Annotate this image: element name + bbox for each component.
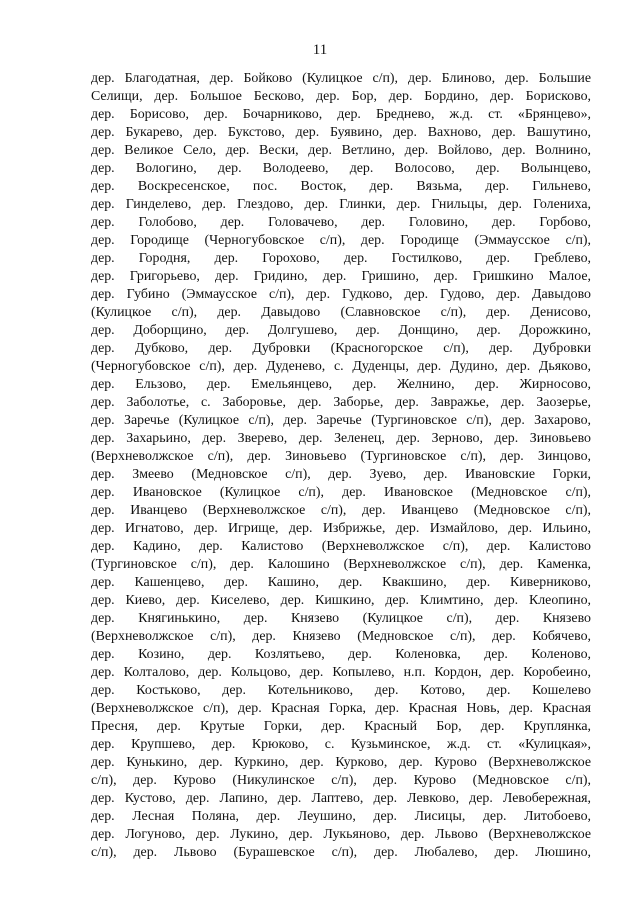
- text-line: Селищи, дер. Большое Бесково, дер. Бор, дер. Бордино, дер. Борисково,: [91, 89, 591, 104]
- text-line: дер. Городня, дер. Горохово, дер. Гостилково, дер. Греблево,: [91, 251, 591, 266]
- text-line: дер. Григорьево, дер. Гридино, дер. Гришино, дер. Гришкино Малое,: [91, 269, 591, 284]
- text-line: дер. Заболотье, с. Заборовье, дер. Заборье, дер. Завражье, дер. Заозерье,: [91, 395, 591, 410]
- text-line: дер. Ельзово, дер. Емельянцево, дер. Желнино, дер. Жирносово,: [91, 377, 591, 392]
- text-line: дер. Игнатово, дер. Игрище, дер. Избрижье, дер. Измайлово, дер. Ильино,: [91, 521, 591, 536]
- page-number: 11: [312, 42, 328, 58]
- text-line: дер. Иванцево (Верхневолжское с/п), дер. Иванцево (Медновское с/п),: [91, 503, 591, 518]
- text-line: дер. Кадино, дер. Калистово (Верхневолжское с/п), дер. Калистово: [91, 539, 591, 554]
- text-line: дер. Киево, дер. Киселево, дер. Кишкино, дер. Климтино, дер. Клеопино,: [91, 593, 591, 608]
- text-line: дер. Борисово, дер. Бочарниково, дер. Бреднево, ж.д. ст. «Брянцево»,: [91, 107, 591, 122]
- text-line: с/п), дер. Львово (Бурашевское с/п), дер. Любалево, дер. Люшино,: [91, 845, 591, 860]
- text-line: дер. Козино, дер. Козлятьево, дер. Коленовка, дер. Коленово,: [91, 647, 591, 662]
- text-line: дер. Крупшево, дер. Крюково, с. Кузьминское, ж.д. ст. «Кулицкая»,: [91, 737, 591, 752]
- text-line: дер. Голобово, дер. Головачево, дер. Головино, дер. Горбово,: [91, 215, 591, 230]
- text-line: дер. Костьково, дер. Котельниково, дер. Котово, дер. Кошелево: [91, 683, 591, 698]
- text-line: дер. Городище (Черногубовское с/п), дер. Городище (Эммаусское с/п),: [91, 233, 591, 248]
- text-line: дер. Вологино, дер. Володеево, дер. Волосово, дер. Волынцево,: [91, 161, 591, 176]
- text-line: дер. Ивановское (Кулицкое с/п), дер. Ивановское (Медновское с/п),: [91, 485, 591, 500]
- text-line: дер. Змеево (Медновское с/п), дер. Зуево, дер. Ивановские Горки,: [91, 467, 591, 482]
- text-line: дер. Гинделево, дер. Глездово, дер. Глинки, дер. Гнильцы, дер. Голениха,: [91, 197, 591, 212]
- text-line: (Верхневолжское с/п), дер. Красная Горка, дер. Красная Новь, дер. Красная: [91, 701, 591, 716]
- text-line: дер. Кашенцево, дер. Кашино, дер. Квакшино, дер. Киверниково,: [91, 575, 591, 590]
- text-line: дер. Воскресенское, пос. Восток, дер. Вязьма, дер. Гильнево,: [91, 179, 591, 194]
- body-text: [91, 70, 591, 862]
- text-line: (Верхневолжское с/п), дер. Зиновьево (Тургиновское с/п), дер. Зинцово,: [91, 449, 591, 464]
- text-line: дер. Кустово, дер. Лапино, дер. Лаптево, дер. Левково, дер. Левобережная,: [91, 791, 591, 806]
- text-line: дер. Лесная Поляна, дер. Леушино, дер. Лисицы, дер. Литобоево,: [91, 809, 591, 824]
- text-line: дер. Губино (Эммаусское с/п), дер. Гудково, дер. Гудово, дер. Давыдово: [91, 287, 591, 302]
- text-line: дер. Логуново, дер. Лукино, дер. Лукьяново, дер. Львово (Верхневолжское: [91, 827, 591, 842]
- text-line: дер. Благодатная, дер. Бойково (Кулицкое с/п), дер. Блиново, дер. Большие: [91, 71, 591, 86]
- text-line: (Верхневолжское с/п), дер. Князево (Медновское с/п), дер. Кобячево,: [91, 629, 591, 644]
- text-line: дер. Колталово, дер. Кольцово, дер. Копылево, н.п. Кордон, дер. Коробеино,: [91, 665, 591, 680]
- text-line: (Тургиновское с/п), дер. Калошино (Верхневолжское с/п), дер. Каменка,: [91, 557, 591, 572]
- text-line: дер. Княгинькино, дер. Князево (Кулицкое с/п), дер. Князево: [91, 611, 591, 626]
- text-line: дер. Захарьино, дер. Зверево, дер. Зеленец, дер. Зерново, дер. Зиновьево: [91, 431, 591, 446]
- text-line: с/п), дер. Курово (Никулинское с/п), дер. Курово (Медновское с/п),: [91, 773, 591, 788]
- text-line: дер. Дубково, дер. Дубровки (Красногорское с/п), дер. Дубровки: [91, 341, 591, 356]
- text-line: дер. Заречье (Кулицкое с/п), дер. Заречье (Тургиновское с/п), дер. Захарово,: [91, 413, 591, 428]
- text-line: (Кулицкое с/п), дер. Давыдово (Славновское с/п), дер. Денисово,: [91, 305, 591, 320]
- text-line: дер. Великое Село, дер. Вески, дер. Ветлино, дер. Войлово, дер. Волнино,: [91, 143, 591, 158]
- text-line: дер. Доборщино, дер. Долгушево, дер. Донщино, дер. Дорожкино,: [91, 323, 591, 338]
- text-line: (Черногубовское с/п), дер. Дуденево, с. Дуденцы, дер. Дудино, дер. Дьяково,: [91, 359, 591, 374]
- text-line: дер. Букарево, дер. Букстово, дер. Буявино, дер. Вахново, дер. Вашутино,: [91, 125, 591, 140]
- text-line: Пресня, дер. Крутые Горки, дер. Красный Бор, дер. Круплянка,: [91, 719, 591, 734]
- text-line: дер. Кунькино, дер. Куркино, дер. Курково, дер. Курово (Верхневолжское: [91, 755, 591, 770]
